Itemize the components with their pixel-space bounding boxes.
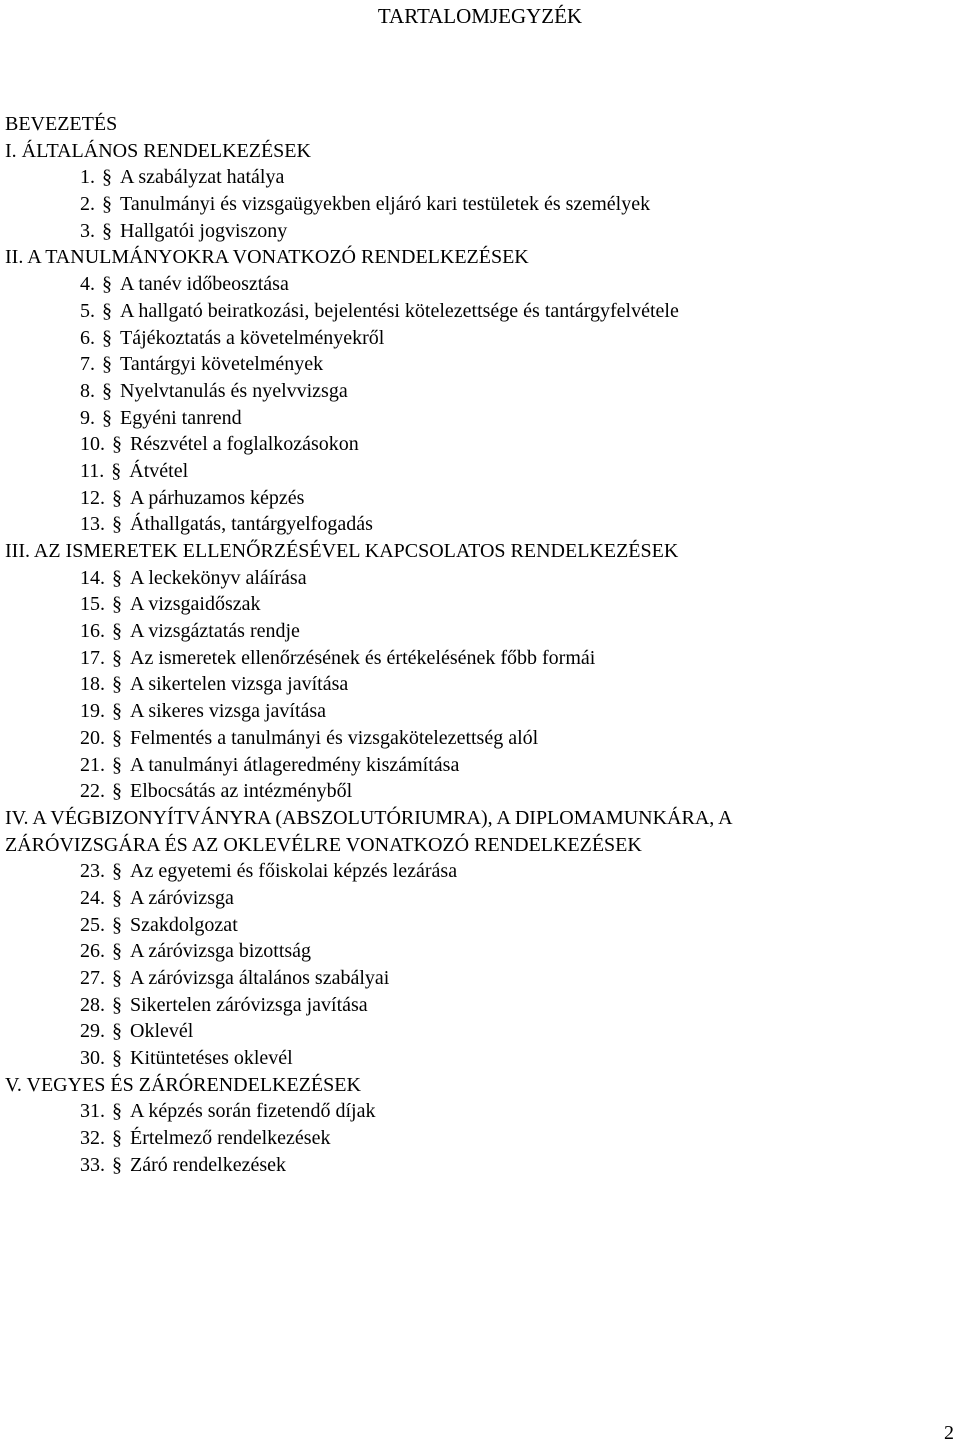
section-symbol: §: [112, 486, 122, 509]
toc-item-number: 24.: [80, 886, 105, 909]
toc-item-number: 23.: [80, 860, 105, 883]
toc-item: [5, 992, 955, 1019]
section-symbol: §: [112, 1127, 122, 1150]
toc-heading: [5, 244, 955, 271]
section-symbol: §: [112, 753, 122, 776]
toc-item: [5, 698, 955, 725]
section-symbol: §: [112, 780, 122, 803]
section-symbol: §: [112, 566, 122, 589]
toc-item: [5, 645, 955, 672]
section-symbol: §: [112, 673, 122, 696]
toc-item-text: Szakdolgozat: [130, 913, 238, 936]
toc-heading-text: I. ÁLTALÁNOS RENDELKEZÉSEK: [5, 139, 311, 162]
section-symbol: §: [112, 620, 122, 643]
toc-item-number: 32.: [80, 1127, 105, 1150]
toc-item: [5, 1045, 955, 1072]
toc-item: [5, 965, 955, 992]
section-symbol: §: [112, 1020, 122, 1043]
toc-item: [5, 938, 955, 965]
toc-item-text: A záróvizsga bizottság: [130, 940, 312, 963]
table-of-contents: [5, 111, 955, 1179]
toc-item-text: Átvétel: [129, 459, 189, 482]
toc-item-number: 33.: [80, 1153, 105, 1176]
toc-item-number: 6.: [80, 326, 95, 349]
section-symbol: §: [102, 273, 112, 296]
toc-item-number: 1.: [80, 166, 95, 189]
toc-item-text: A képzés során fizetendő díjak: [130, 1100, 376, 1123]
toc-item-text: A vizsgaidőszak: [130, 593, 261, 616]
section-symbol: §: [102, 379, 112, 402]
toc-item-number: 2.: [80, 193, 95, 216]
toc-item-text: Hallgatói jogviszony: [120, 219, 288, 242]
toc-item-text: A sikeres vizsga javítása: [130, 700, 327, 723]
section-symbol: §: [112, 646, 122, 669]
section-symbol: §: [102, 406, 112, 429]
toc-item: [5, 431, 955, 458]
toc-heading-text: II. A TANULMÁNYOKRA VONATKOZÓ RENDELKEZÉSEK: [5, 246, 529, 269]
toc-item: [5, 565, 955, 592]
toc-heading: [5, 805, 955, 832]
toc-item-text: Értelmező rendelkezések: [130, 1127, 331, 1150]
section-symbol: §: [112, 726, 122, 749]
toc-item-text: Tanulmányi és vizsgaügyekben eljáró kari testületek és személyek: [120, 193, 651, 216]
toc-item-number: 3.: [80, 219, 95, 242]
toc-item: [5, 271, 955, 298]
section-symbol: §: [112, 593, 122, 616]
section-symbol: §: [111, 459, 122, 482]
toc-heading: [5, 1072, 955, 1099]
toc-item: [5, 671, 955, 698]
toc-item: [5, 1018, 955, 1045]
toc-item: [5, 511, 955, 538]
toc-item-text: Sikertelen záróvizsga javítása: [130, 993, 368, 1016]
toc-item-number: 11.: [80, 459, 105, 482]
section-symbol: §: [102, 219, 112, 242]
toc-item-text: A tanév időbeosztása: [120, 273, 289, 296]
section-symbol: §: [112, 1100, 122, 1123]
toc-heading: [5, 138, 955, 165]
toc-item: [5, 752, 955, 779]
toc-heading-text: IV. A VÉGBIZONYÍTVÁNYRA (ABSZOLUTÓRIUMRA), A DIPLOMAMUNKÁRA, A: [5, 806, 733, 829]
toc-item: [5, 325, 955, 352]
section-symbol: §: [112, 913, 122, 936]
toc-item-text: A hallgató beiratkozási, bejelentési kötelezettsége és tantárgyfelvétele: [120, 299, 679, 322]
toc-heading-text: III. AZ ISMERETEK ELLENŐRZÉSÉVEL KAPCSOLATOS RENDELKEZÉSEK: [5, 540, 679, 562]
toc-item: [5, 858, 955, 885]
section-symbol: §: [102, 193, 112, 216]
section-symbol: §: [102, 353, 112, 376]
section-symbol: §: [112, 513, 122, 536]
toc-item-text: Záró rendelkezések: [130, 1153, 287, 1176]
toc-heading: [5, 111, 955, 138]
toc-heading: [5, 538, 955, 565]
toc-item-number: 5.: [80, 299, 95, 322]
toc-item: [5, 298, 955, 325]
toc-item: [5, 351, 955, 378]
toc-item-number: 7.: [80, 353, 95, 376]
section-symbol: §: [112, 940, 122, 963]
toc-item-text: Egyéni tanrend: [120, 406, 242, 429]
toc-item: [5, 618, 955, 645]
toc-item-text: Áthallgatás, tantárgyelfogadás: [130, 513, 373, 536]
toc-heading: [5, 832, 955, 859]
toc-item: [5, 191, 955, 218]
toc-item: [5, 591, 955, 618]
toc-item-text: Felmentés a tanulmányi és vizsgakötelezettség alól: [130, 726, 539, 749]
toc-item: [5, 485, 955, 512]
toc-item-number: 18.: [80, 673, 105, 696]
toc-item-text: A sikertelen vizsga javítása: [130, 673, 349, 696]
toc-item-number: 13.: [80, 513, 105, 536]
toc-item-text: Az egyetemi és főiskolai képzés lezárása: [130, 860, 458, 883]
toc-item-text: Nyelvtanulás és nyelvvizsga: [120, 379, 348, 402]
toc-item-number: 19.: [80, 700, 105, 723]
section-symbol: §: [112, 1153, 122, 1176]
section-symbol: §: [112, 433, 122, 456]
toc-item: [5, 912, 955, 939]
section-symbol: §: [112, 993, 122, 1016]
section-symbol: §: [112, 1047, 122, 1070]
toc-heading-text: BEVEZETÉS: [5, 113, 118, 135]
section-symbol: §: [102, 299, 112, 322]
toc-item-text: A tanulmányi átlageredmény kiszámítása: [130, 753, 460, 776]
toc-item-number: 30.: [80, 1047, 105, 1070]
toc-item-number: 12.: [80, 486, 105, 509]
toc-item-number: 9.: [80, 406, 95, 429]
toc-item: [5, 1125, 955, 1152]
toc-item-text: Kitüntetéses oklevél: [130, 1047, 293, 1070]
toc-item-number: 4.: [80, 273, 95, 296]
toc-item-number: 17.: [80, 646, 105, 669]
toc-item-number: 28.: [80, 993, 105, 1016]
toc-item-text: A szabályzat hatálya: [120, 166, 285, 189]
section-symbol: §: [112, 967, 122, 989]
toc-item-number: 22.: [80, 780, 105, 803]
toc-item-text: Oklevél: [130, 1020, 194, 1043]
page-number: 2: [944, 1422, 954, 1444]
section-symbol: §: [102, 166, 112, 189]
toc-item-number: 31.: [80, 1100, 105, 1123]
toc-item-text: A záróvizsga általános szabályai: [130, 967, 390, 989]
toc-item-text: A vizsgáztatás rendje: [130, 620, 300, 643]
toc-item: [5, 1152, 955, 1179]
toc-item-number: 29.: [80, 1020, 105, 1043]
toc-item-text: Az ismeretek ellenőrzésének és értékelésének főbb formái: [130, 646, 596, 669]
toc-heading-text: V. VEGYES ÉS ZÁRÓRENDELKEZÉSEK: [5, 1073, 361, 1096]
toc-item-number: 21.: [80, 753, 105, 776]
section-symbol: §: [112, 700, 122, 723]
toc-item: [5, 778, 955, 805]
toc-item: [5, 378, 955, 405]
toc-item: [5, 458, 955, 485]
toc-item-number: 10.: [80, 433, 105, 456]
toc-item-text: Elbocsátás az intézményből: [130, 780, 353, 803]
toc-item-number: 15.: [80, 593, 105, 616]
toc-item: [5, 405, 955, 432]
toc-item: [5, 885, 955, 912]
toc-item-number: 25.: [80, 913, 105, 936]
toc-item: [5, 725, 955, 752]
toc-item-text: A párhuzamos képzés: [130, 486, 305, 509]
page-title: TARTALOMJEGYZÉK: [377, 4, 583, 28]
toc-item-number: 16.: [80, 620, 105, 643]
section-symbol: §: [102, 326, 112, 349]
toc-item-number: 26.: [80, 940, 105, 963]
toc-item-text: A záróvizsga: [130, 886, 234, 909]
toc-item-number: 27.: [80, 967, 105, 989]
toc-item-number: 8.: [80, 379, 95, 402]
toc-item: [5, 218, 955, 245]
toc-item-text: A leckekönyv aláírása: [130, 566, 307, 589]
toc-item-number: 14.: [80, 566, 105, 589]
toc-item-number: 20.: [80, 726, 105, 749]
toc-item-text: Részvétel a foglalkozásokon: [130, 433, 359, 456]
toc-item-text: Tantárgyi követelmények: [120, 353, 324, 376]
toc-item: [5, 164, 955, 191]
toc-item-text: Tájékoztatás a követelményekről: [120, 326, 385, 349]
section-symbol: §: [112, 886, 122, 909]
toc-heading-text: ZÁRÓVIZSGÁRA ÉS AZ OKLEVÉLRE VONATKOZÓ RENDELKEZÉSEK: [5, 833, 642, 856]
toc-item: [5, 1098, 955, 1125]
section-symbol: §: [112, 860, 122, 883]
